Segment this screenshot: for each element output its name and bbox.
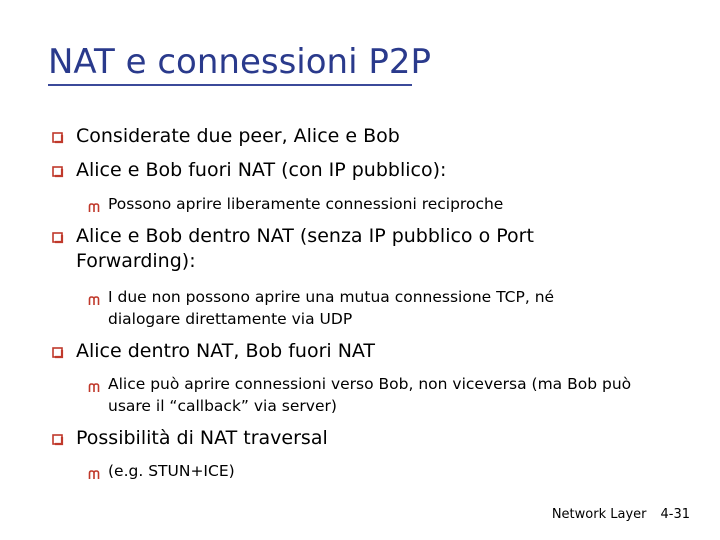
- sub-bullet-3: [88, 373, 648, 417]
- m-bullet-icon: [88, 291, 100, 303]
- bullet-1: [52, 124, 616, 149]
- square-bullet-icon: [52, 166, 64, 178]
- square-bullet-icon: [52, 347, 64, 359]
- bullet-text: Possibilità di NAT traversal: [76, 427, 328, 449]
- square-bullet-icon: [52, 232, 64, 244]
- m-bullet-icon: [88, 465, 100, 477]
- square-bullet-icon: [52, 434, 64, 446]
- bullet-5: [52, 426, 616, 451]
- slide-footer: [538, 507, 690, 522]
- sub-bullet-text: Alice può aprire connessioni verso Bob, non viceversa (ma Bob può usare il “callback” via server): [108, 375, 632, 415]
- bullet-2: [52, 158, 616, 183]
- page-number: 4-31: [660, 507, 690, 522]
- sub-bullet-4: [88, 460, 668, 482]
- sub-bullet-text: Possono aprire liberamente connessioni reciproche: [108, 195, 504, 213]
- footer-section: Network Layer: [551, 507, 647, 522]
- bullet-text: Considerate due peer, Alice e Bob: [76, 125, 400, 147]
- bullet-text: Alice e Bob dentro NAT (senza IP pubblico o Port Forwarding):: [76, 225, 534, 272]
- bullet-3: [52, 224, 616, 274]
- square-bullet-icon: [52, 132, 64, 144]
- bullet-text: Alice dentro NAT, Bob fuori NAT: [76, 340, 376, 362]
- sub-bullet-1: [88, 193, 668, 215]
- m-bullet-icon: [88, 378, 100, 390]
- sub-bullet-text: I due non possono aprire una mutua connessione TCP, né dialogare direttamente via UDP: [108, 288, 555, 328]
- bullet-text: Alice e Bob fuori NAT (con IP pubblico):: [76, 159, 447, 181]
- sub-bullet-2: [88, 286, 608, 330]
- bullet-4: [52, 339, 616, 364]
- m-bullet-icon: [88, 198, 100, 210]
- sub-bullet-text: (e.g. STUN+ICE): [108, 462, 235, 480]
- slide-title: NAT e connessioni P2P: [48, 42, 431, 82]
